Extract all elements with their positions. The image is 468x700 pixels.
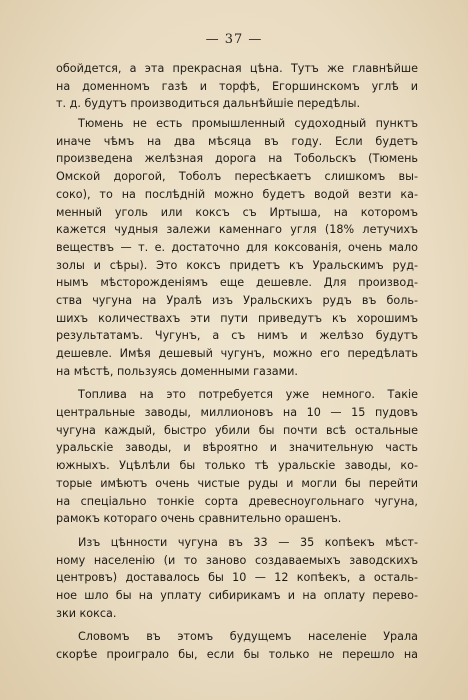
- text-line: веществъ — т. е. достаточно для коксованія, очень мало: [56, 240, 418, 254]
- text-line: торые имѣютъ очень чистые руды и могли бы перейти: [56, 476, 418, 490]
- text-line: на спеціально тонкіе сорта древесноугольнаго чугуна,: [56, 494, 418, 508]
- text-line: Словомъ въ этомъ будущемъ населеніе Урала: [78, 630, 418, 644]
- text-line: рамокъ котораго очень сравнительно орашенъ.: [56, 512, 342, 526]
- text-line: ства чугуна на Уралѣ изъ Уральскихъ рудъ въ боль-: [56, 293, 418, 307]
- body-text: [56, 60, 418, 664]
- text-line: Омской дорогой, Тоболъ пересѣкаетъ слишкомъ вы-: [56, 170, 418, 184]
- text-line: произведена желѣзная дорога на Тобольскъ (Тюмень: [56, 152, 418, 166]
- text-line: иначе чѣмъ на два мѣсяца въ году. Если будетъ: [56, 134, 418, 148]
- text-line: ное шло бы на уплату сибирикамъ и на оплату перево-: [56, 588, 418, 602]
- text-line: на доменномъ газѣ и торфѣ, Егоршинскомъ углѣ и: [56, 79, 418, 93]
- paragraph: [56, 628, 418, 663]
- text-line: обойдется, а эта прекрасная цѣна. Тутъ же главнѣйше: [56, 62, 418, 75]
- text-line: результатамъ. Чугунъ, а съ нимъ и желѣзо будутъ: [56, 329, 418, 343]
- text-line: т. д. будутъ производиться дальнѣйшіе передѣлы.: [56, 97, 360, 111]
- text-line: зки кокса.: [56, 606, 117, 620]
- text-line: скорѣе проиграло бы, если бы только не перешло на: [56, 648, 418, 661]
- text-line: уральскіе заводы, и вѣроятно и значительную часть: [56, 441, 418, 455]
- text-line: кажется чудныя залежи каменнаго угля (18% летучихъ: [56, 223, 418, 237]
- text-line: Тюмень не есть промышленный судоходный пунктъ: [78, 117, 418, 131]
- text-line: дешевле. Имѣя дешевый чугунъ, можно его передѣлать: [56, 347, 418, 360]
- text-line: чугуна каждый, быстро убили бы почти всѣ остальные: [56, 423, 418, 437]
- text-line: соко), то на послѣдній можно будетъ водой везти ка-: [56, 187, 418, 201]
- text-line: Изъ цѣнности чугуна въ 33 — 35 копѣекъ мѣст-: [78, 535, 418, 549]
- paragraph: [56, 386, 418, 528]
- paragraph: [56, 115, 418, 380]
- text-line: ному населенію (и то заново создаваемыхъ заводскихъ: [56, 553, 418, 567]
- paragraph: [56, 60, 418, 113]
- text-line: менный уголь или коксъ съ Иртыша, на которомъ: [56, 205, 418, 219]
- text-line: южныхъ. Уцѣлѣли бы только тѣ уральскіе заводы, ко-: [56, 459, 418, 473]
- paragraph: [56, 534, 418, 622]
- text-line: золы и сѣры). Это коксъ придетъ къ Уральскимъ руд-: [56, 258, 418, 272]
- text-line: на мѣстѣ, пользуясь доменными газами.: [56, 364, 298, 378]
- text-line: шихъ количествахъ эти пути приведутъ къ хорошимъ: [56, 311, 418, 325]
- page-number: — 37 —: [205, 32, 263, 47]
- text-line: центровъ) доставалось бы 10 — 12 копѣекъ, а осталь-: [56, 571, 418, 585]
- text-line: нымъ мѣсторожденіямъ еще дешевле. Для производ-: [56, 276, 418, 290]
- text-line: центральные заводы, миллионовъ на 10 — 15 пудовъ: [56, 406, 418, 420]
- text-line: Топлива на это потребуется уже немного. Такіе: [78, 388, 418, 402]
